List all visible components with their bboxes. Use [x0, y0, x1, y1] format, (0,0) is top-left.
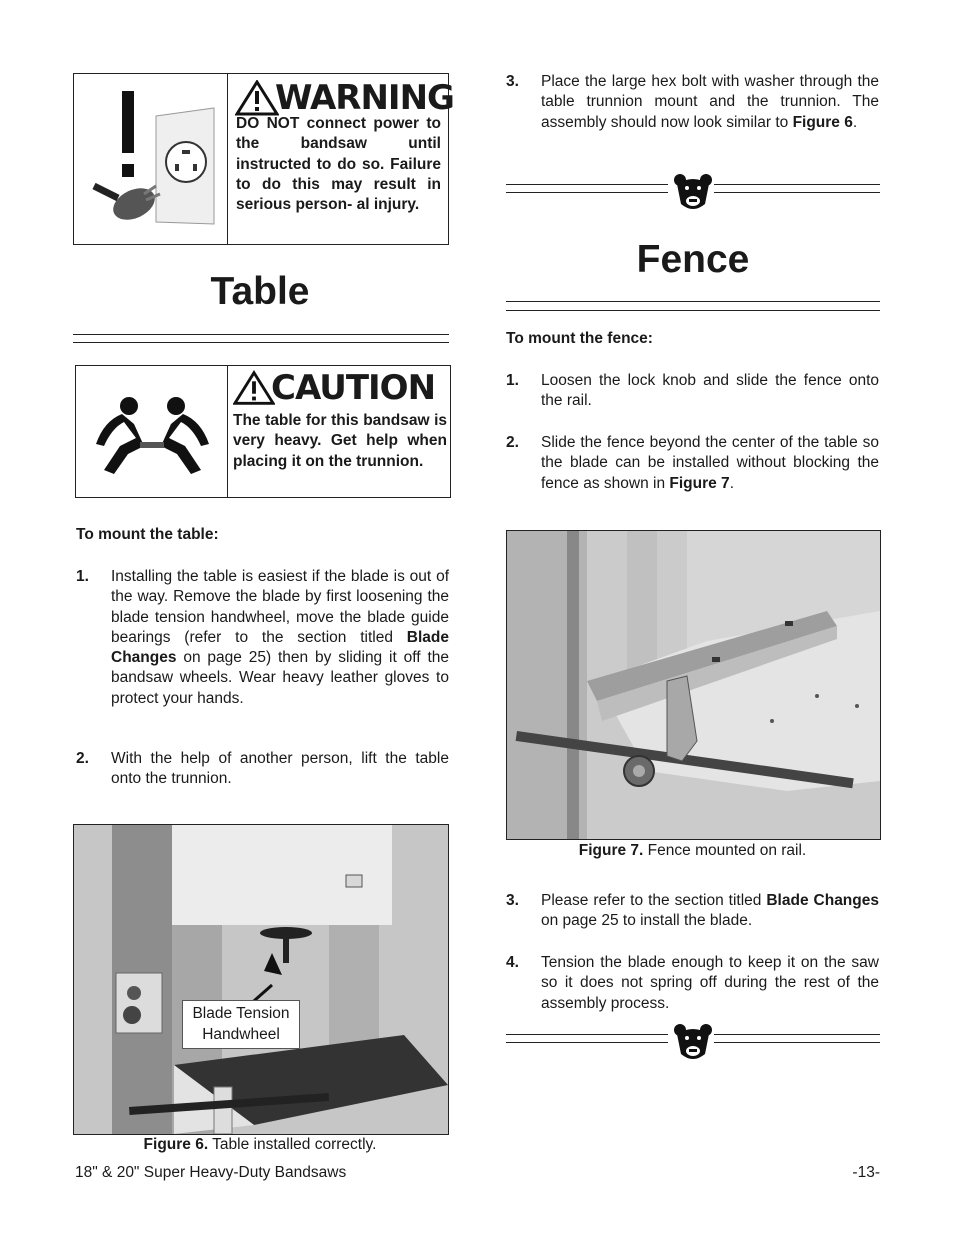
warning-triangle-icon [235, 80, 279, 116]
step-number: 3. [506, 73, 519, 90]
caution-triangle-icon [233, 370, 275, 406]
step-text: Installing the table is easiest if the blade is out of the way. Remove the blade by first loosening the blade tension handwheel, move the blade guide bearings (refer to the section titled Blade Changes on page 25) then by sliding it off the bandsaw wheels. Wear heavy leather gloves to protect your hands. [111, 568, 449, 707]
step-text: Place the large hex bolt with washer through the table trunnion mount and the trunnion. The assembly should now look similar to Figure 6. [541, 73, 879, 131]
fence-rule-top [506, 301, 880, 302]
warning-box [73, 73, 454, 245]
bandsaw-table-photo [74, 825, 448, 1134]
caution-illustration [76, 366, 228, 497]
fence-rule-bottom [506, 310, 880, 311]
footer-title: 18" & 20" Super Heavy-Duty Bandsaws [75, 1164, 347, 1181]
step-text: Please refer to the section titled Blade Changes on page 25 to install the blade. [541, 892, 879, 930]
step-number: 1. [76, 568, 89, 585]
caution-box [75, 365, 451, 498]
mount-fence-subheading: To mount the fence: [506, 330, 653, 347]
bear-divider-top [506, 172, 880, 214]
step-text: Tension the blade enough to keep it on the saw so it does not spring off during the rest of the assembly process. [541, 954, 879, 1012]
fence-on-rail-photo [507, 531, 880, 839]
mount-table-subheading: To mount the table: [76, 526, 219, 543]
caution-banner [233, 370, 448, 408]
step-number: 2. [76, 750, 89, 767]
step-number: 1. [506, 372, 519, 389]
figure7-caption: Figure 7. Fence mounted on rail. [578, 842, 807, 859]
caution-text: The table for this bandsaw is very heavy. Get help when placing it on the trunnion. [233, 412, 447, 470]
warning-text: DO NOT connect power to the bandsaw until instructed to do so. Failure to do this may result in serious person- al injury. [236, 115, 441, 214]
table-rule-bottom [73, 342, 449, 343]
bear-divider-bottom [506, 1021, 880, 1063]
step-number: 4. [506, 954, 519, 971]
warning-banner [235, 78, 454, 118]
figure6-photo [73, 824, 449, 1135]
fence-heading: Fence [636, 238, 750, 281]
step-text: With the help of another person, lift the table onto the trunnion. [111, 750, 449, 788]
step-number: 2. [506, 434, 519, 451]
figure6-callout: Blade Tension Handwheel [182, 1000, 300, 1049]
figure6-caption: Figure 6. Table installed correctly. [143, 1136, 377, 1153]
caution-title: CAUTION [271, 368, 436, 408]
two-person-lift-icon [76, 366, 227, 497]
bear-logo-icon [673, 172, 713, 212]
step-text: Loosen the lock knob and slide the fence onto the rail. [541, 372, 879, 410]
step-number: 3. [506, 892, 519, 909]
table-heading: Table [210, 270, 310, 313]
warning-title: WARNING [275, 78, 454, 118]
step-text: Slide the fence beyond the center of the table so the blade can be installed without blocking the fence as shown in Figure 7. [541, 434, 879, 492]
warning-illustration [74, 74, 228, 244]
bear-logo-icon [673, 1022, 713, 1062]
figure7-photo [506, 530, 881, 840]
plug-socket-icon [74, 74, 227, 244]
table-rule-top [73, 334, 449, 335]
page-number: -13- [852, 1164, 880, 1181]
